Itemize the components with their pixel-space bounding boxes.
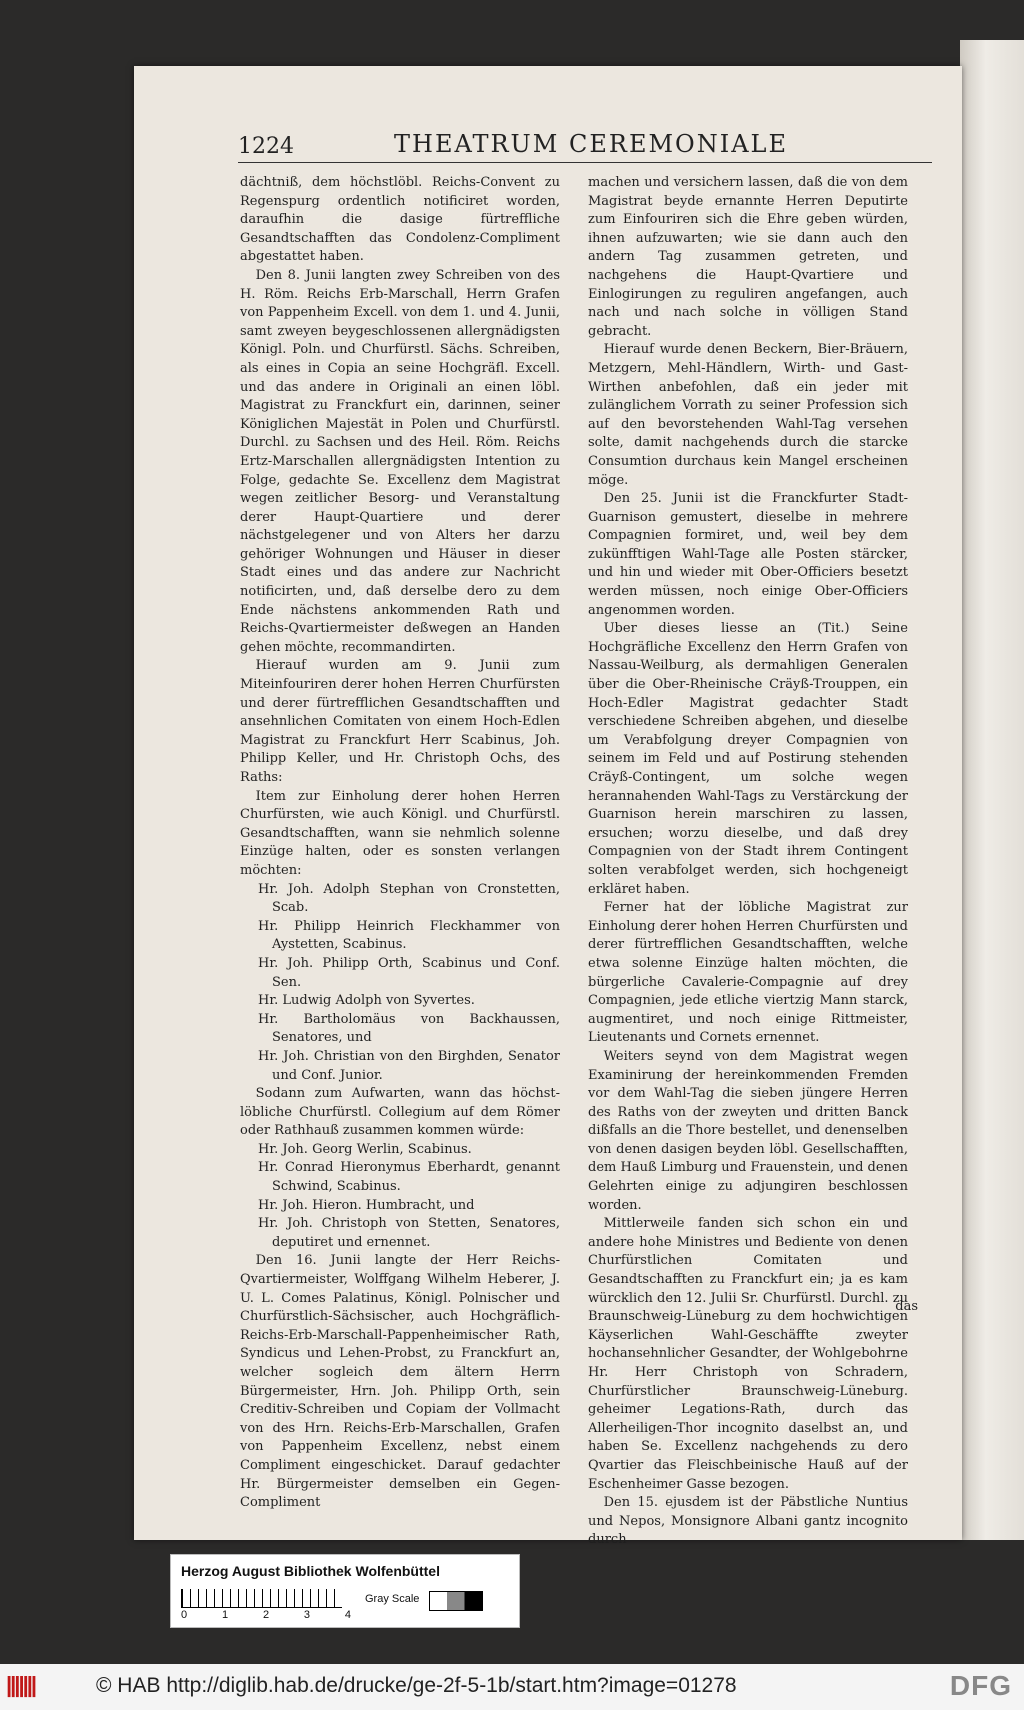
paragraph: Mittlerweile fanden sich schon ein und andere hohe Ministres und Bediente von denen Churfürstlichen Comitaten und Gesandtschafften zu Franckfurt ein; ja es kam würcklich den 12. Julii Sr. Churfürstl. Durchl. zu Braunschweig-Lüneburg zu dem hochwichtigen Käyserlichen Wahl-Geschäffte zweyter hochansehnlicher Gesandter, der Wohlgebohrne Hr. Herr Christoph von Schradern, Churfürstlicher Braunschweig-Lüneburg. geheimer Legations-Rath, durch das Allerheiligen-Thor incognito daselbst an, und haben Se. Excellenz nachgehends zu dero Qvartier das Fleischbeinische Hauß auf der Eschenheimer Gasse bezogen. xyxy=(588,1216,908,1492)
paragraph: Uber dieses liesse an (Tit.) Seine Hochgräfliche Excellenz den Herrn Grafen von Nassau-Weilburg, als dermahligen Generalen über die Ober-Rheinische Cräyß-Trouppen, ein Hoch-Edler Magistrat gedachter Stadt verschiedene Schreiben abgehen, und dieselbe um Verabfolgung dreyer Compagnien von seinem im Feld und auf Postirung stehenden Cräyß-Contingent, um solche wegen herannahenden Wahl-Tags zu Verstärckung der Guarnison herein marschiren zu lassen, ersuchen; worzu dieselbe, und daß drey Compagnien von der Stadt ihrem Contingent solten verabfolget werden, sich hochgeneigt erkläret haben. xyxy=(588,621,908,897)
running-title: THEATRUM CEREMONIALE xyxy=(394,130,788,158)
list-item: Hr. Ludwig Adolph von Syvertes. xyxy=(258,993,475,1009)
paragraph: Hierauf wurden am 9. Junii zum Miteinfouriren derer hohen Herren Churfürsten und derer fürtrefflichen Gesandtschafften und ansehnlichen Comitaten von einem Hoch-Edlen Magistrat zu Franckfurt Herr Scabinus, Joh. Philipp Keller, und Hr. Christoph Ochs, des Raths: xyxy=(240,658,560,785)
paragraph: Item zur Einholung derer hohen Herren Churfürsten, wie auch Königl. und Churfürstl. Gesandtschafften, wann sie nehmlich solenne Einzüge halten, oder es sonsten verlangen möchten: xyxy=(240,788,560,878)
header-rule xyxy=(238,162,932,163)
footer-bar xyxy=(0,1664,1024,1710)
catchword: das xyxy=(895,1299,918,1314)
list-item: Hr. Philipp Heinrich Fleckhammer von Aystetten, Scabinus. xyxy=(258,918,560,953)
list-item: Hr. Bartholomäus von Backhaussen, Senatores, und xyxy=(258,1011,560,1046)
adjacent-page-edge xyxy=(960,40,1024,1540)
dfg-logo: DFG xyxy=(949,1670,1012,1701)
page-number: 1224 xyxy=(238,134,294,159)
right-column xyxy=(588,174,908,1550)
scale-ruler xyxy=(181,1589,342,1608)
list-item: Hr. Joh. Christoph von Stetten, Senatores, deputiret und ernennet. xyxy=(258,1216,560,1250)
deputies-list xyxy=(240,881,560,1086)
paragraph: Sodann zum Aufwarten, wann das höchst-löbliche Churfürstl. Collegium auf dem Römer oder Rathhauß zusammen kommen würde: xyxy=(240,1086,560,1139)
left-column xyxy=(240,174,560,1513)
gray-scale-swatch xyxy=(429,1591,483,1611)
ruler-number: 0 xyxy=(181,1609,188,1621)
hab-logo-icon: ||||||| xyxy=(6,1672,36,1697)
library-color-card xyxy=(170,1554,520,1628)
paragraph: Ferner hat der löbliche Magistrat zur Einholung derer hohen Herren Churfürsten und derer fürtrefflichen Gesandtschafften, welche etwa solenne Einzüge halten möchten, die bürgerliche Cavalerie-Compagnie auf drey Compagnien, jede etliche viertzig Mann starck, augmentiret, und noch einige Rittmeister, Lieutenants und Cornets ernennet. xyxy=(588,900,908,1046)
paragraph: Hierauf wurde denen Beckern, Bier-Bräuern, Metzgern, Mehl-Händlern, Wirth- und Gast-Wirthen anbefohlen, daß ein jeder mit zulänglichem Vorrath zu seiner Profession sich auf den bevorstehenden Wahl-Tag versehen solte, damit nachgehends durch die starcke Consumtion durchaus kein Mangel erscheinen möge. xyxy=(588,342,908,488)
list-item: Hr. Joh. Adolph Stephan von Cronstetten, Scab. xyxy=(258,881,560,916)
library-name: Herzog August Bibliothek Wolfenbüttel xyxy=(181,1563,440,1579)
ruler-numbers xyxy=(181,1609,351,1621)
attendants-list xyxy=(240,1141,560,1253)
ruler-number: 3 xyxy=(303,1609,311,1621)
list-item: Hr. Joh. Philipp Orth, Scabinus und Conf. Sen. xyxy=(258,955,560,990)
ruler-number: 1 xyxy=(221,1609,229,1621)
paragraph: Den 15. ejusdem ist der Päbstliche Nuntius und Nepos, Monsignore Albani gantz incognito durch xyxy=(588,1495,908,1548)
list-item: Hr. Conrad Hieronymus Eberhardt, genannt Schwind, Scabinus. xyxy=(258,1160,560,1195)
list-item: Hr. Joh. Georg Werlin, Scabinus. xyxy=(258,1141,472,1157)
paragraph: dächtniß, dem höchstlöbl. Reichs-Convent zu Regenspurg ordentlich notificiret worden, daraufhin die dasige fürtreffliche Gesandtschafften das Condolenz-Compliment abgestattet haben. xyxy=(240,175,560,265)
copyright-link[interactable]: © HAB http://diglib.hab.de/drucke/ge-2f-5-1b/start.htm?image=01278 xyxy=(96,1674,737,1697)
ruler-number: 2 xyxy=(262,1609,270,1621)
paragraph: machen und versichern lassen, daß die von dem Magistrat beyde ernannte Herren Deputirte zum Einfouriren sich die Ehre geben würden, ihnen aufzuwarten; wie sie dann auch den andern Tag zusammen getreten, und nachgehens die Haupt-Qvartiere und Einlogirungen zu reguliren angefangen, auch nach und nach solche in völligen Stand gebracht. xyxy=(588,175,908,339)
gray-scale-label: Gray Scale xyxy=(365,1593,420,1605)
ruler-number: 4 xyxy=(344,1609,351,1621)
paragraph: Den 25. Junii ist die Franckfurter Stadt-Guarnison gemustert, dieselbe in mehrere Compagnien formiret, und, weil bey dem zukünfftigen Wahl-Tage alle Posten stärcker, und hin und wieder mit Ober-Officiers besetzt werden müssen, noch einige Ober-Officiers angenommen worden. xyxy=(588,491,908,618)
list-item: Hr. Joh. Christian von den Birghden, Senator und Conf. Junior. xyxy=(258,1048,560,1083)
document-page xyxy=(134,66,962,1548)
list-item: Hr. Joh. Hieron. Humbracht, und xyxy=(258,1197,475,1213)
paragraph: Den 16. Junii langte der Herr Reichs-Qvartiermeister, Wolffgang Wilhelm Heberer, J. U. L. Comes Palatinus, Königl. Polnischer und Churfürstlich-Sächsischer, auch Hochgräflich-Reichs-Erb-Marschall-Pappenheimischer Rath, Syndicus und Lehen-Probst, zu Franckfurt an, welcher sogleich dem ältern Herrn Bürgermeister, Hrn. Joh. Philipp Orth, sein Creditiv-Schreiben und Copiam der Vollmacht von des Hrn. Reichs-Erb-Marschallen, Grafen von Pappenheim Excellenz, nebst einem Compliment eingeschicket. Darauf gedachter Hr. Bürgermeister demselben ein Gegen-Compliment xyxy=(240,1253,560,1511)
paragraph: Weiters seynd von dem Magistrat wegen Examinirung der hereinkommenden Fremden vor dem Wahl-Tag die sieben jüngere Herren des Raths von der zweyten und dritten Banck dißfalls an die Thore bestellet, und denenselben von denen dasigen beyden löbl. Gesellschafften, dem Hauß Limburg und Frauenstein, und denen Gelehrten einige zu adjungiren beschlossen worden. xyxy=(588,1048,908,1213)
paragraph: Den 8. Junii langten zwey Schreiben von des H. Röm. Reichs Erb-Marschall, Herrn Grafen von Pappenheim Excell. von dem 1. und 4. Junii, samt zweyen beygeschlossenen allergnädigsten Königl. Poln. und Churfürstl. Sächs. Schreiben, als eines in Copia an seine Hochgräfl. Excell. und das andere in Originali an einen löbl. Magistrat zu Franckfurt ein, darinnen, seiner Königlichen Majestät in Polen und Churfürstl. Durchl. zu Sachsen und des Heil. Röm. Reichs Ertz-Marschallen allergnädigsten Intention zu Folge, gedachte Se. Excellenz dem Magistrat wegen zeitlicher Besorg- und Veranstaltung derer Haupt-Quartiere und derer nächstgelegener und von Alters her darzu gehöriger Wohnungen und Häuser in dieser Stadt eines und das andere zur Nachricht notificirten, und, daß derselbe dero zu dem Ende nächstens ankommenden Rath und Reichs-Qvartiermeister deßwegen an Handen gehen möchte, recommandirten. xyxy=(240,267,560,655)
